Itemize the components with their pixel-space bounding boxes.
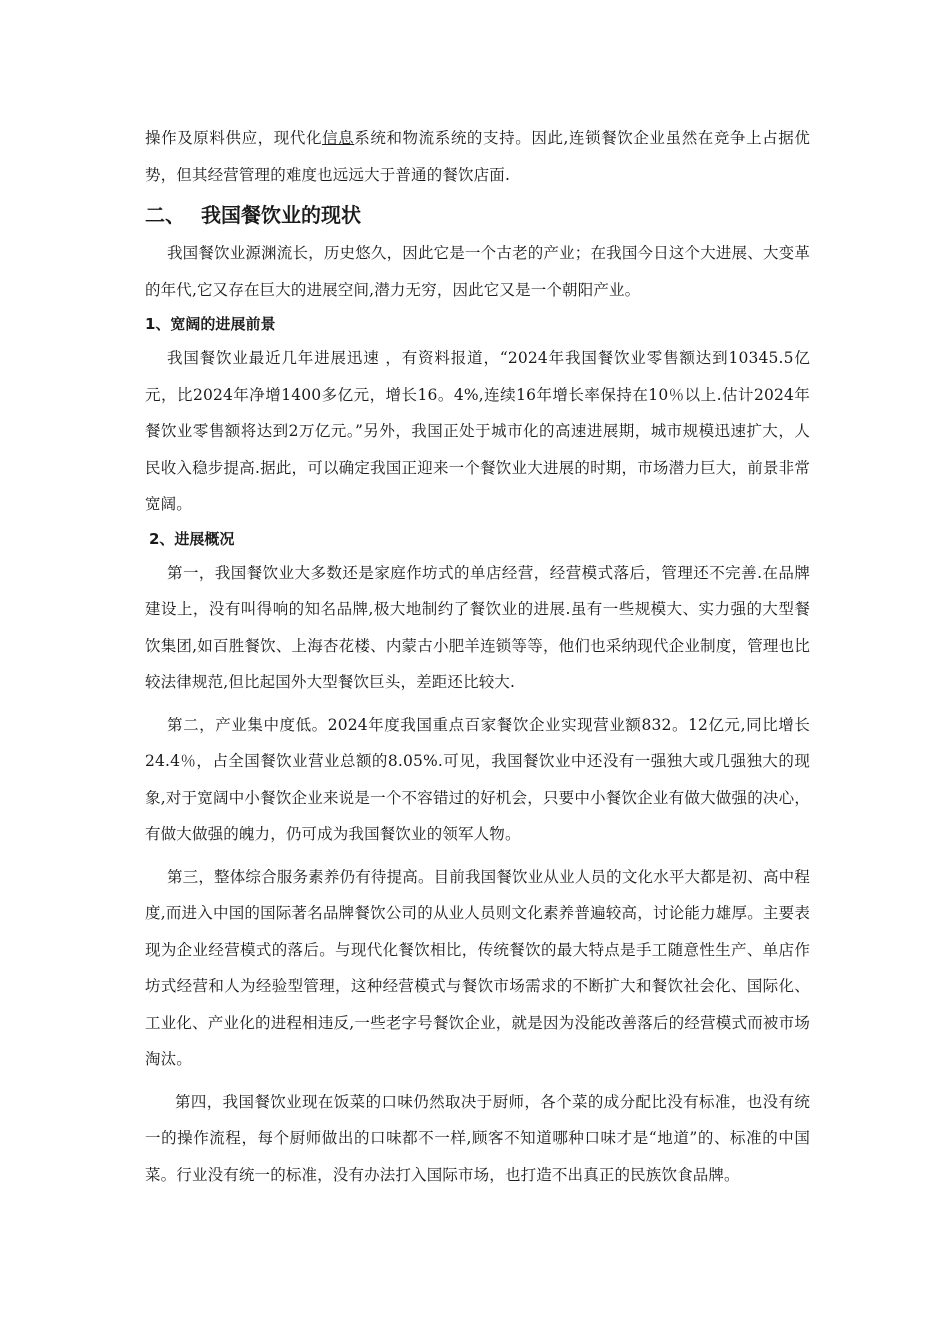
info-link[interactable]: 信息	[322, 129, 355, 147]
paragraph-third: 第三，整体综合服务素养仍有待提高。目前我国餐饮业从业人员的文化水平大都是初、高中程度,而进入中国的国际著名品牌餐饮公司的从业人员则文化素养普遍较高，讨论能力雄厚。主要表现为企业经营模式的落后。与现代化餐饮相比，传统餐饮的最大特点是手工随意性生产、单店作坊式经营和人为经验型管理，这种经营模式与餐饮市场需求的不断扩大和餐饮社会化、国际化、工业化、产业化的进程相违反,一些老字号餐饮企业，就是因为没能改善落后的经营模式而被市场淘汰。	[145, 867, 810, 1068]
section-heading	[145, 195, 810, 235]
paragraph-second: 第二，产业集中度低。2024年度我国重点百家餐饮企业实现营业额832。12亿元,同比增长24.4％，占全国餐饮业营业总额的8.05%.可见，我国餐饮业中还没有一强独大或几强独大的现象,对于宽阔中小餐饮企业来说是一个不容错过的好机会，只要中小餐饮企业有做大做强的决心，有做大做强的魄力，仍可成为我国餐饮业的领军人物。	[145, 715, 810, 843]
section-title: 我国餐饮业的现状	[201, 203, 361, 227]
subheading-prospects: 1、宽阔的进展前景	[145, 315, 276, 333]
paragraph-intro-continued	[145, 120, 810, 193]
paragraph-section-intro: 我国餐饮业源渊流长，历史悠久，因此它是一个古老的产业；在我国今日这个大进展、大变革的年代,它又存在巨大的进展空间,潜力无穷，因此它又是一个朝阳产业。	[145, 244, 810, 299]
section-number: 二、	[145, 203, 185, 227]
paragraph-fourth: 第四，我国餐饮业现在饭菜的口味仍然取决于厨师，各个菜的成分配比没有标准，也没有统一的操作流程，每个厨师做出的口味都不一样,顾客不知道哪种口味才是“地道”的、标准的中国菜。行业没有统一的标准，没有办法打入国际市场，也打造不出真正的民族饮食品牌。	[145, 1092, 810, 1184]
subheading-overview: 2、进展概况	[149, 529, 235, 548]
paragraph-prospects: 我国餐饮业最近几年进展迅速 ，有资料报道，“2024年我国餐饮业零售额达到10345.5亿元，比2024年净增1400多亿元，增长16。4%,连续16年增长率保持在10％以上.估计2024年餐饮业零售额将达到2万亿元。”另外，我国正处于城市化的高速进展期，城市规模迅速扩大，人民收入稳步提高.据此，可以确定我国正迎来一个餐饮业大进展的时期，市场潜力巨大，前景非常宽阔。	[145, 349, 810, 513]
paragraph-intro-text-post: 系统和物流系统的支持。因此,连锁餐饮企业虽然在竞争上占据优势，但其经营管理的难度也远远大于普通的餐饮店面.	[145, 129, 811, 184]
paragraph-first: 第一，我国餐饮业大多数还是家庭作坊式的单店经营，经营模式落后，管理还不完善.在品牌建设上，没有叫得响的知名品牌,极大地制约了餐饮业的进展.虽有一些规模大、实力强的大型餐饮集团,如百胜餐饮、上海杏花楼、内蒙古小肥羊连锁等等，他们也采纳现代企业制度，管理也比较法律规范,但比起国外大型餐饮巨头，差距还比较大.	[145, 563, 810, 691]
document-body	[145, 120, 810, 1193]
paragraph-intro-text-pre: 操作及原料供应，现代化	[145, 129, 323, 147]
